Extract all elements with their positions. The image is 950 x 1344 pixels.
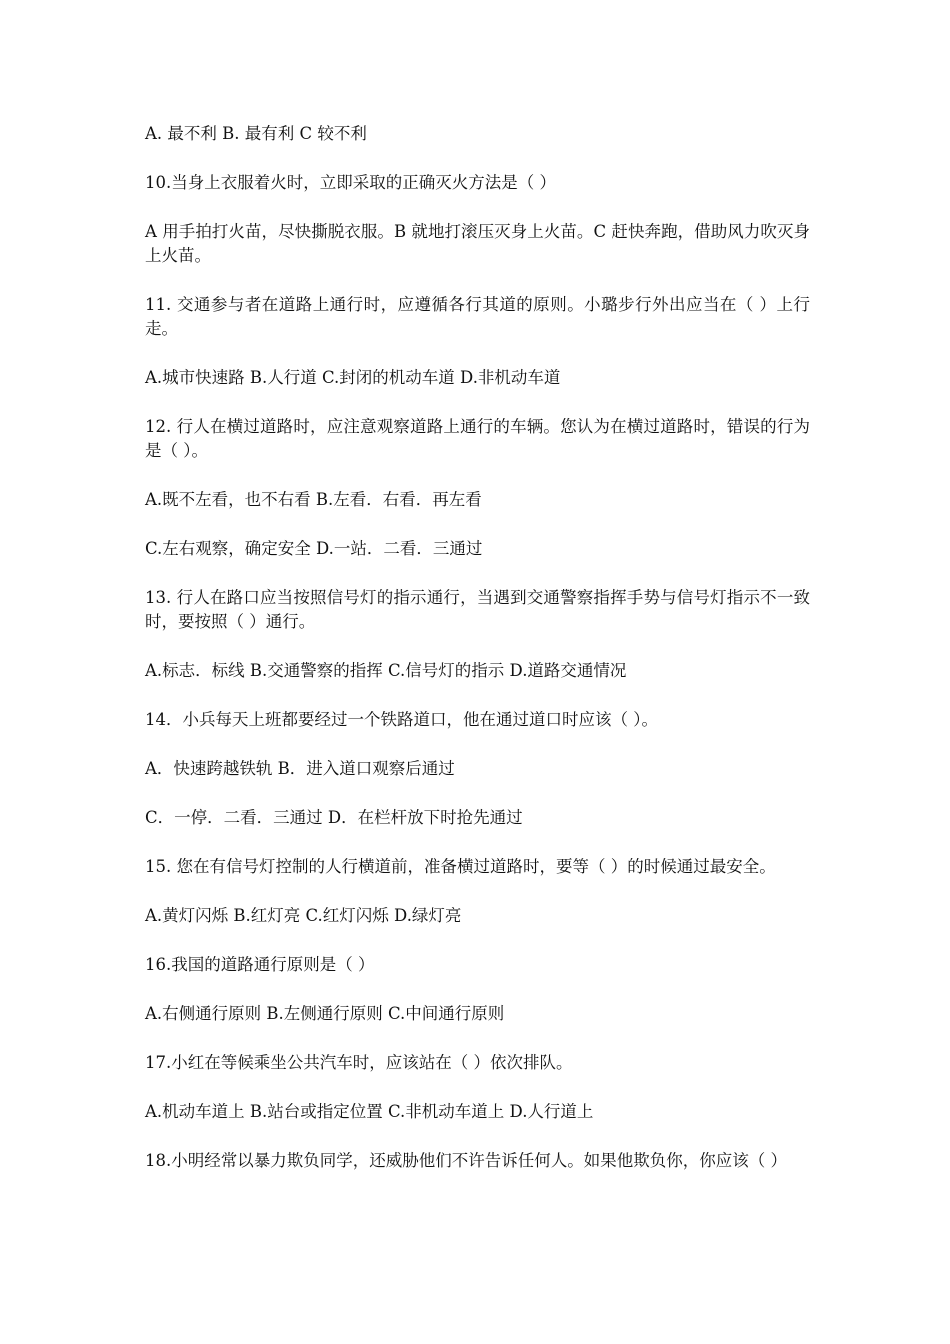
question-16: 16.我国的道路通行原则是（ ） xyxy=(145,955,375,974)
question-11: 11. 交通参与者在道路上通行时，应遵循各行其道的原则。小璐步行外出应当在（ ）上行走。 xyxy=(145,295,810,338)
question-18: 18.小明经常以暴力欺负同学，还威胁他们不许告诉任何人。如果他欺负你，你应该（ ） xyxy=(145,1151,787,1170)
option-line-q13: A.标志．标线 B.交通警察的指挥 C.信号灯的指示 D.道路交通情况 xyxy=(145,661,627,680)
option-line-q12-b: C.左右观察，确定安全 D.一站．二看．三通过 xyxy=(145,539,483,558)
question-17: 17.小红在等候乘坐公共汽车时，应该站在（ ）依次排队。 xyxy=(145,1053,573,1072)
question-15: 15. 您在有信号灯控制的人行横道前，准备横过道路时，要等（ ）的时候通过最安全。 xyxy=(145,857,776,876)
question-10: 10.当身上衣服着火时，立即采取的正确灭火方法是（ ） xyxy=(145,173,556,192)
option-line-q11: A.城市快速路 B.人行道 C.封闭的机动车道 D.非机动车道 xyxy=(145,368,561,387)
option-line-q12-a: A.既不左看，也不右看 B.左看．右看．再左看 xyxy=(145,490,482,509)
option-line-q14-b: C．一停．二看．三通过 D．在栏杆放下时抢先通过 xyxy=(145,808,523,827)
option-line-q15: A.黄灯闪烁 B.红灯亮 C.红灯闪烁 D.绿灯亮 xyxy=(145,906,462,925)
option-line-q10: A 用手拍打火苗，尽快撕脱衣服。B 就地打滚压灭身上火苗。C 赶快奔跑，借助风力吹灭身上火苗。 xyxy=(145,222,810,265)
document-page xyxy=(145,122,810,1198)
question-13: 13. 行人在路口应当按照信号灯的指示通行，当遇到交通警察指挥手势与信号灯指示不一致时，要按照（ ）通行。 xyxy=(145,588,810,631)
question-14: 14．小兵每天上班都要经过一个铁路道口，他在通过道口时应该（ ）。 xyxy=(145,710,658,729)
option-line-q17: A.机动车道上 B.站台或指定位置 C.非机动车道上 D.人行道上 xyxy=(145,1102,594,1121)
option-line-q14-a: A．快速跨越铁轨 B．进入道口观察后通过 xyxy=(145,759,455,778)
option-line-q16: A.右侧通行原则 B.左侧通行原则 C.中间通行原则 xyxy=(145,1004,505,1023)
option-line-q9: A. 最不利 B. 最有利 C 较不利 xyxy=(145,124,367,143)
question-12: 12. 行人在横过道路时，应注意观察道路上通行的车辆。您认为在横过道路时，错误的行为是（ ）。 xyxy=(145,417,810,460)
